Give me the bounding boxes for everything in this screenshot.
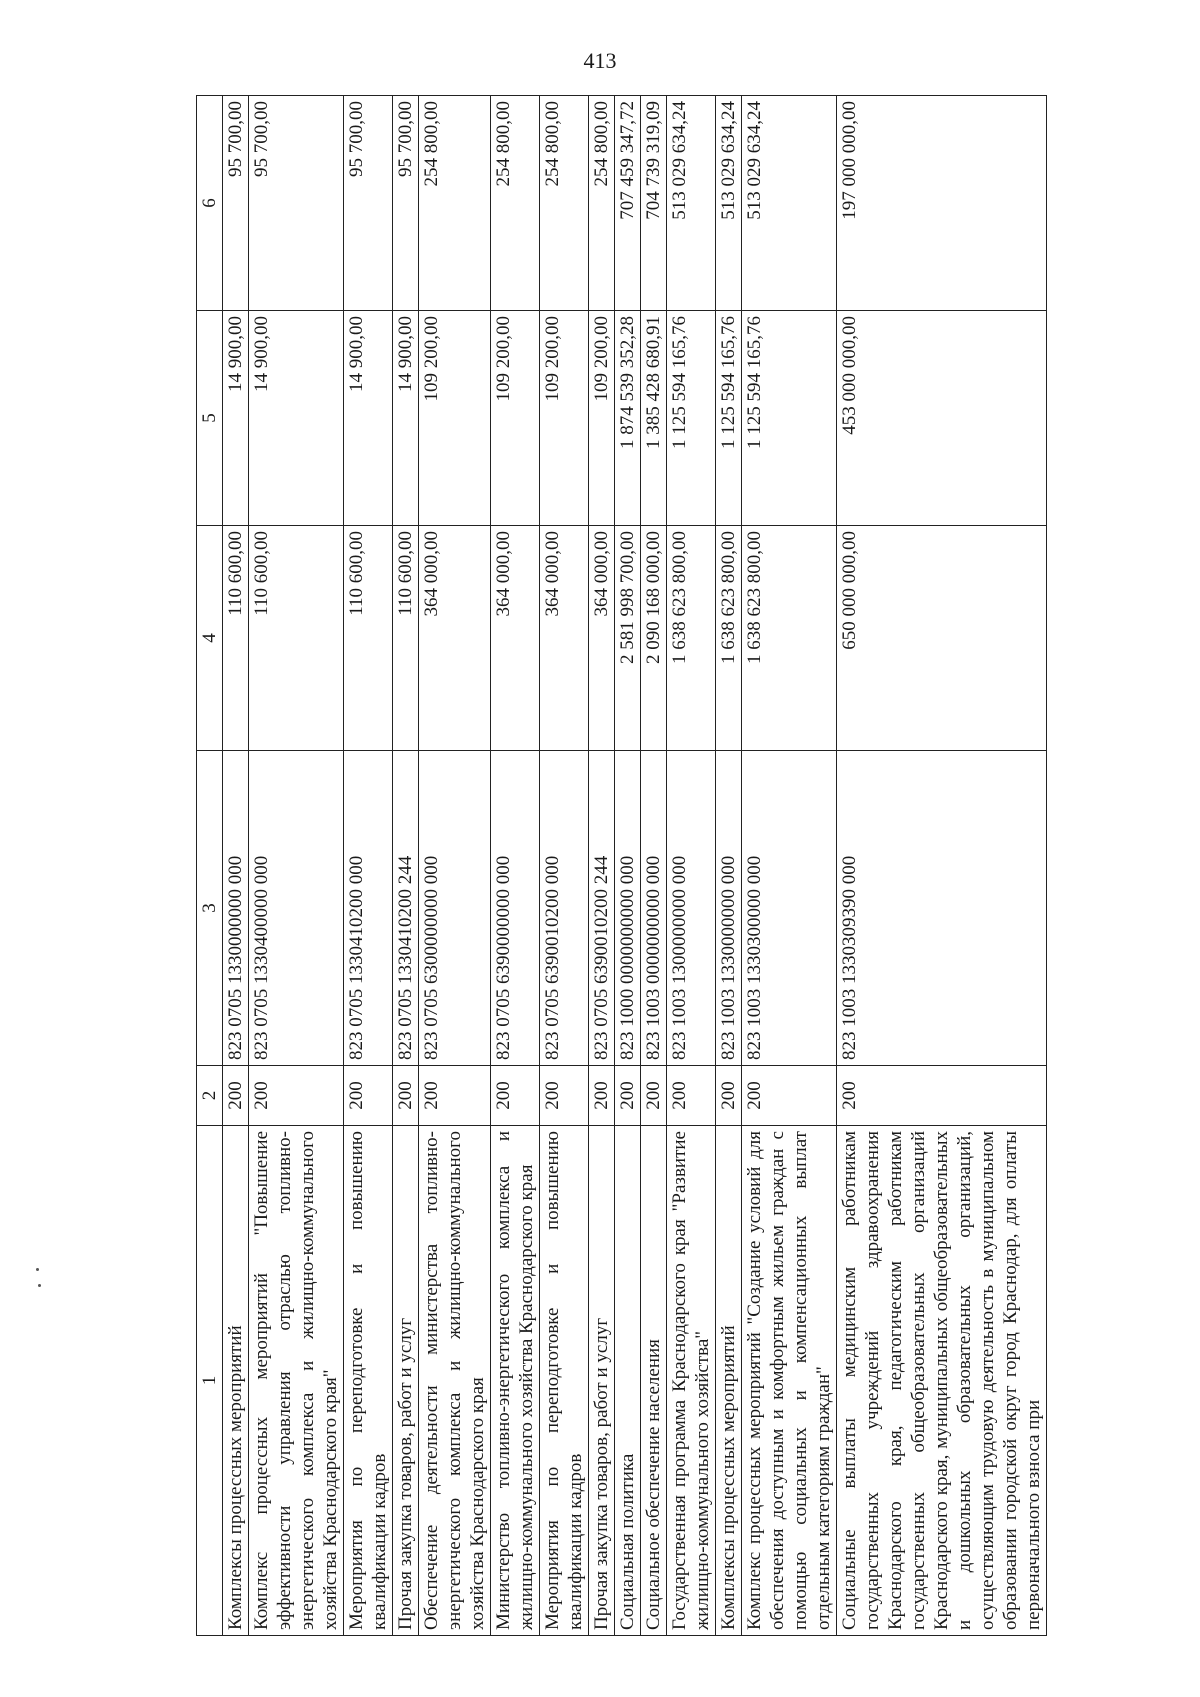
row-amount-executed-cell: 109 200,00: [540, 311, 589, 526]
row-amount-executed-cell: 453 000 000,00: [837, 311, 1047, 526]
table-row: [641, 96, 667, 1636]
table-row: [393, 96, 419, 1636]
row-amount-remaining-cell: 95 700,00: [223, 96, 249, 311]
row-amount-remaining-cell: 704 739 319,09: [641, 96, 667, 311]
column-header-4: 4: [197, 526, 223, 751]
row-name-cell: Социальное обеспечение населения: [641, 1126, 667, 1636]
row-amount-remaining-cell: 95 700,00: [249, 96, 344, 311]
row-amount-planned-cell: 1 638 623 800,00: [716, 526, 742, 751]
row-admin-code-cell: 200: [641, 1066, 667, 1126]
row-amount-planned-cell: 110 600,00: [344, 526, 393, 751]
row-name-cell: Министерство топливно-энергетического комплекса и жилищно-коммунального хозяйства Краснодарского края: [491, 1126, 540, 1636]
row-name-cell: Комплекс процессных мероприятий "Создание условий для обеспечения доступным и комфортным жильем граждан с помощью социальных и компенсационных выплат отдельным категориям граждан": [742, 1126, 837, 1636]
row-amount-remaining-cell: 513 029 634,24: [716, 96, 742, 311]
budget-table: [196, 95, 1047, 1636]
row-amount-executed-cell: 109 200,00: [491, 311, 540, 526]
row-amount-planned-cell: 2 581 998 700,00: [615, 526, 641, 751]
row-name-cell: Мероприятия по переподготовке и повышению квалификации кадров: [540, 1126, 589, 1636]
table-row: [223, 96, 249, 1636]
row-amount-remaining-cell: 513 029 634,24: [667, 96, 716, 311]
row-amount-executed-cell: 1 125 594 165,76: [742, 311, 837, 526]
row-amount-remaining-cell: 254 800,00: [491, 96, 540, 311]
table-row: [742, 96, 837, 1636]
table-row: [419, 96, 491, 1636]
row-name-cell: Комплекс процессных мероприятий "Повышение эффективности управления отраслью топливно-энергетического комплекса и жилищно-коммунального хозяйства Краснодарского края": [249, 1126, 344, 1636]
row-name-cell: Социальные выплаты медицинским работникам государственных учреждений здравоохранения Краснодарского края, педагогическим работникам государственных общеобразовательных организаций Краснодарского края, муниципальных общеобразовательных и дошкольных образовательных организаций, осуществляющим трудовую деятельность в муниципальном образовании городской округ город Краснодар, для оплаты первоначального взноса при: [837, 1126, 1047, 1636]
row-amount-planned-cell: 110 600,00: [393, 526, 419, 751]
row-admin-code-cell: 200: [589, 1066, 615, 1126]
rotated-table-container: [196, 96, 1066, 1636]
row-name-cell: Прочая закупка товаров, работ и услуг: [393, 1126, 419, 1636]
row-amount-remaining-cell: 707 459 347,72: [615, 96, 641, 311]
row-amount-executed-cell: 14 900,00: [223, 311, 249, 526]
row-amount-executed-cell: 109 200,00: [419, 311, 491, 526]
scan-speck: [38, 1284, 41, 1287]
row-budget-code-cell: 823 0705 6390000000 000: [491, 751, 540, 1066]
row-amount-executed-cell: 109 200,00: [589, 311, 615, 526]
row-name-cell: Комплексы процессных мероприятий: [223, 1126, 249, 1636]
table-row: [589, 96, 615, 1636]
table-row: [667, 96, 716, 1636]
row-name-cell: Мероприятия по переподготовке и повышению квалификации кадров: [344, 1126, 393, 1636]
row-amount-planned-cell: 1 638 623 800,00: [667, 526, 716, 751]
row-budget-code-cell: 823 0705 1330410200 244: [393, 751, 419, 1066]
row-admin-code-cell: 200: [837, 1066, 1047, 1126]
row-amount-planned-cell: 650 000 000,00: [837, 526, 1047, 751]
column-header-1: 1: [197, 1126, 223, 1636]
row-amount-planned-cell: 364 000,00: [589, 526, 615, 751]
row-budget-code-cell: 823 1003 1330309390 000: [837, 751, 1047, 1066]
row-amount-executed-cell: 1 385 428 680,91: [641, 311, 667, 526]
row-amount-executed-cell: 1 125 594 165,76: [667, 311, 716, 526]
row-budget-code-cell: 823 1000 0000000000 000: [615, 751, 641, 1066]
table-row: [837, 96, 1047, 1636]
column-header-3: 3: [197, 751, 223, 1066]
row-name-cell: Обеспечение деятельности министерства топливно-энергетического комплекса и жилищно-коммунального хозяйства Краснодарского края: [419, 1126, 491, 1636]
row-admin-code-cell: 200: [419, 1066, 491, 1126]
row-name-cell: Социальная политика: [615, 1126, 641, 1636]
row-budget-code-cell: 823 0705 6390010200 000: [540, 751, 589, 1066]
column-header-6: 6: [197, 96, 223, 311]
row-admin-code-cell: 200: [540, 1066, 589, 1126]
row-amount-planned-cell: 1 638 623 800,00: [742, 526, 837, 751]
row-budget-code-cell: 823 1003 1330300000 000: [742, 751, 837, 1066]
row-budget-code-cell: 823 1003 1300000000 000: [667, 751, 716, 1066]
row-budget-code-cell: 823 1003 0000000000 000: [641, 751, 667, 1066]
row-admin-code-cell: 200: [249, 1066, 344, 1126]
row-admin-code-cell: 200: [393, 1066, 419, 1126]
row-admin-code-cell: 200: [344, 1066, 393, 1126]
row-amount-executed-cell: 1 874 539 352,28: [615, 311, 641, 526]
row-amount-executed-cell: 14 900,00: [344, 311, 393, 526]
row-budget-code-cell: 823 0705 1330400000 000: [249, 751, 344, 1066]
row-admin-code-cell: 200: [615, 1066, 641, 1126]
row-budget-code-cell: 823 0705 6300000000 000: [419, 751, 491, 1066]
row-amount-remaining-cell: 95 700,00: [344, 96, 393, 311]
row-admin-code-cell: 200: [742, 1066, 837, 1126]
row-amount-planned-cell: 364 000,00: [491, 526, 540, 751]
row-amount-executed-cell: 14 900,00: [249, 311, 344, 526]
row-admin-code-cell: 200: [716, 1066, 742, 1126]
table-row: [249, 96, 344, 1636]
row-budget-code-cell: 823 0705 1330410200 000: [344, 751, 393, 1066]
row-name-cell: Государственная программа Краснодарского края "Развитие жилищно-коммунального хозяйства": [667, 1126, 716, 1636]
row-admin-code-cell: 200: [223, 1066, 249, 1126]
page-number: 413: [583, 48, 617, 73]
row-amount-remaining-cell: 254 800,00: [589, 96, 615, 311]
table-header-row: [197, 96, 223, 1636]
row-amount-remaining-cell: 254 800,00: [540, 96, 589, 311]
row-budget-code-cell: 823 0705 6390010200 244: [589, 751, 615, 1066]
table-row: [344, 96, 393, 1636]
row-amount-planned-cell: 364 000,00: [419, 526, 491, 751]
row-amount-remaining-cell: 95 700,00: [393, 96, 419, 311]
row-name-cell: Прочая закупка товаров, работ и услуг: [589, 1126, 615, 1636]
table-row: [491, 96, 540, 1636]
table-row: [615, 96, 641, 1636]
column-header-2: 2: [197, 1066, 223, 1126]
row-admin-code-cell: 200: [667, 1066, 716, 1126]
scan-speck: [36, 1268, 39, 1271]
row-amount-remaining-cell: 513 029 634,24: [742, 96, 837, 311]
row-amount-planned-cell: 110 600,00: [223, 526, 249, 751]
row-budget-code-cell: 823 1003 1330000000 000: [716, 751, 742, 1066]
row-admin-code-cell: 200: [491, 1066, 540, 1126]
row-budget-code-cell: 823 0705 1330000000 000: [223, 751, 249, 1066]
row-amount-executed-cell: 14 900,00: [393, 311, 419, 526]
column-header-5: 5: [197, 311, 223, 526]
row-amount-remaining-cell: 197 000 000,00: [837, 96, 1047, 311]
table-row: [716, 96, 742, 1636]
row-name-cell: Комплексы процессных мероприятий: [716, 1126, 742, 1636]
row-amount-planned-cell: 364 000,00: [540, 526, 589, 751]
row-amount-executed-cell: 1 125 594 165,76: [716, 311, 742, 526]
table-row: [540, 96, 589, 1636]
row-amount-planned-cell: 110 600,00: [249, 526, 344, 751]
row-amount-remaining-cell: 254 800,00: [419, 96, 491, 311]
row-amount-planned-cell: 2 090 168 000,00: [641, 526, 667, 751]
